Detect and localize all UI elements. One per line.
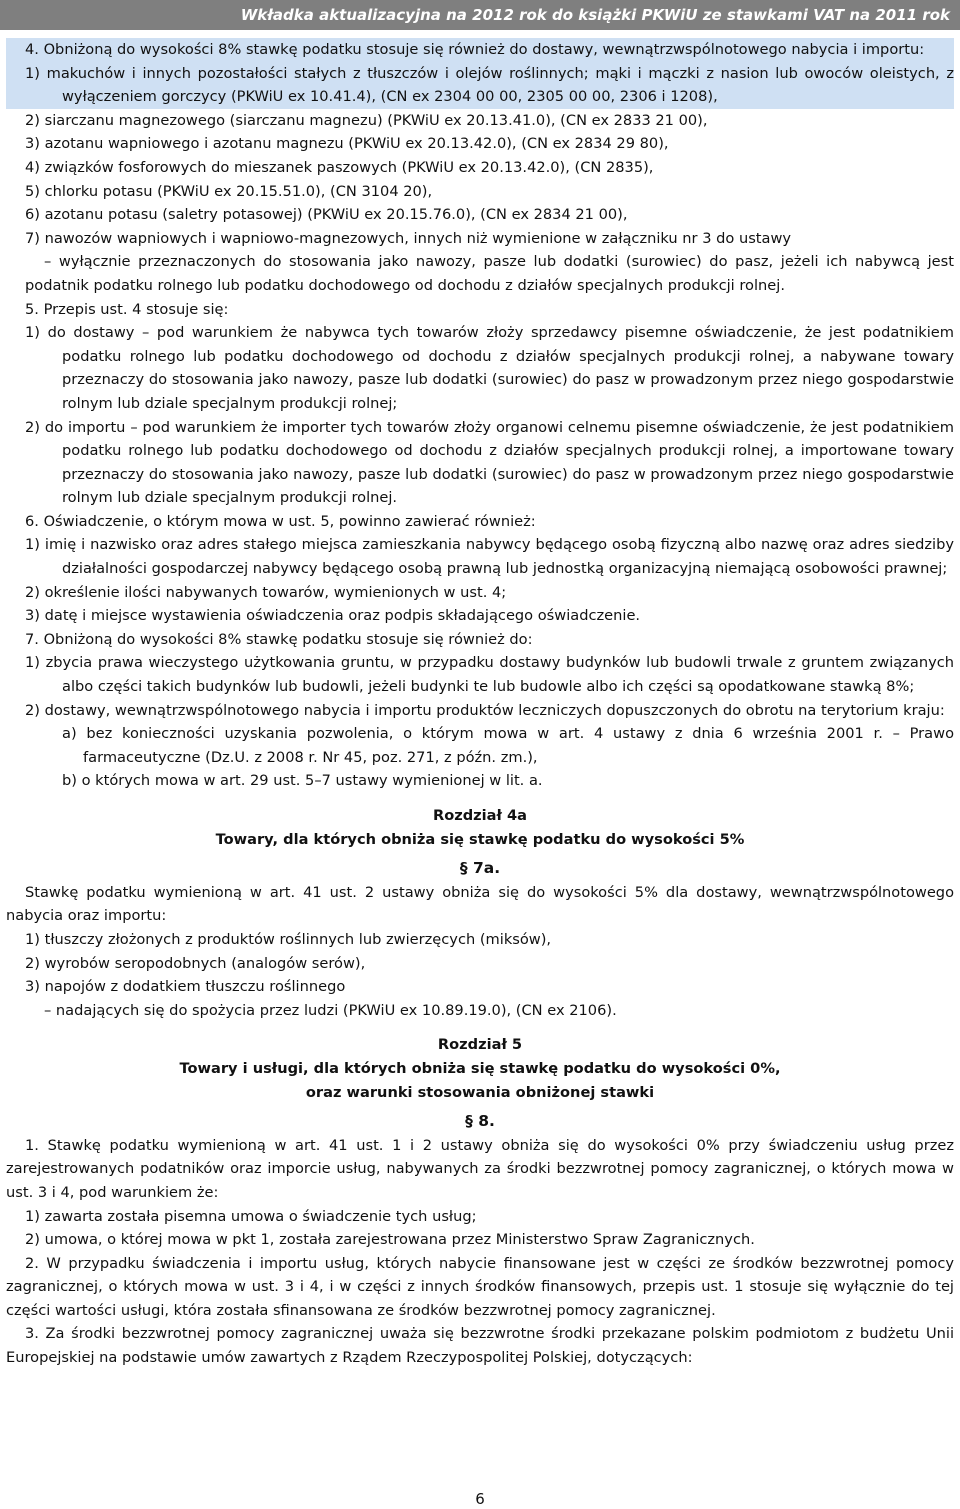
section-8-paragraph-3: 3. Za środki bezzwrotnej pomocy zagranicznej uważa się bezzwrotne środki przekazane polskim podmiotom z budżetu Unii Europejskiej na podstawie umów zawartych z Rządem Rzeczypospolitej Polskiej, dotyczących: — [6, 1325, 954, 1367]
chapter-4a-title: Towary, dla których obniża się stawkę podatku do wysokości 5% — [215, 830, 745, 848]
list-item: 1) tłuszczy złożonych z produktów roślinnych lub zwierzęcych (miksów), — [25, 930, 552, 948]
page-content — [6, 38, 954, 1370]
list-item: 3) napojów z dodatkiem tłuszczu roślinnego — [25, 978, 346, 996]
page-number: 6 — [475, 1490, 485, 1508]
paragraph-4: 4. Obniżoną do wysokości 8% stawkę podatku stosuje się również do dostawy, wewnątrzwspólnotowego nabycia i importu: — [25, 41, 925, 58]
list-item: 2) siarczanu magnezowego (siarczanu magnezu) (PKWiU ex 20.13.41.0), (CN ex 2833 21 00), — [25, 111, 708, 129]
list-item: 2) wyrobów seropodobnych (analogów serów), — [25, 954, 366, 972]
list-item: 3) datę i miejsce wystawienia oświadczenia oraz podpis składającego oświadczenie. — [25, 607, 641, 625]
list-item: 1) do dostawy – pod warunkiem że nabywca tych towarów złoży sprzedawcy pisemne oświadczenie, że jest podatnikiem podatku rolnego lub podatku dochodowego od dochodu z działów specjalnych produkcji rolnej, a nabywane towary przeznaczy do stosowania jako nawozy, pasze lub dodatki (surowiec) do pasz w prowadzonym przez niego gospodarstwie rolnym lub dziale specjalnym produkcji rolnej; — [25, 324, 954, 412]
list-item: 3) azotanu wapniowego i azotanu magnezu (PKWiU ex 20.13.42.0), (CN ex 2834 29 80), — [25, 135, 669, 153]
highlighted-block — [6, 38, 954, 109]
list-item: 1) makuchów i innych pozostałości stałych z tłuszczów i olejów roślinnych; mąki i mączki z nasion lub owoców oleistych, z wyłączeniem gorczycy (PKWiU ex 10.41.4), (CN ex 2304 00 00, 2305 00 00, 2306 i 1208), — [25, 64, 954, 106]
closing-clause: – nadających się do spożycia przez ludzi (PKWiU ex 10.89.19.0), (CN ex 2106). — [44, 1001, 617, 1019]
list-item: 4) związków fosforowych do mieszanek paszowych (PKWiU ex 20.13.42.0), (CN 2835), — [25, 158, 654, 176]
header-title: Wkładka aktualizacyjna na 2012 rok do książki PKWiU ze stawkami VAT na 2011 rok — [240, 6, 950, 24]
section-7a-intro: Stawkę podatku wymienioną w art. 41 ust. 2 ustawy obniża się do wysokości 5% dla dostawy, wewnątrzwspólnotowego nabycia oraz importu: — [6, 883, 954, 925]
chapter-5-title-line-2: oraz warunki stosowania obniżonej stawki — [305, 1083, 655, 1101]
running-header — [0, 0, 960, 30]
paragraph-5: 5. Przepis ust. 4 stosuje się: — [25, 300, 229, 318]
chapter-5-title-line-1: Towary i usługi, dla których obniża się stawkę podatku do wysokości 0%, — [179, 1059, 781, 1077]
list-item: 6) azotanu potasu (saletry potasowej) (PKWiU ex 20.15.76.0), (CN ex 2834 21 00), — [25, 206, 628, 224]
page-footer — [0, 1489, 960, 1509]
section-8-paragraph-2: 2. W przypadku świadczenia i importu usług, których nabycie finansowane jest w części ze środków bezzwrotnej pomocy zagranicznej, o których mowa w ust. 3 i 4, i w części z innych środków finansowych, przepis ust. 1 stosuje się wyłącznie do tej części wartości usługi, która została sfinansowana ze środków bezzwrotnej pomocy zagranicznej. — [6, 1254, 954, 1319]
paragraph-7: 7. Obniżoną do wysokości 8% stawkę podatku stosuje się również do: — [25, 630, 533, 648]
list-item: 7) nawozów wapniowych i wapniowo-magnezowych, innych niż wymienione w załączniku nr 3 do ustawy — [25, 229, 792, 247]
list-item: 2) dostawy, wewnątrzwspólnotowego nabycia i importu produktów leczniczych dopuszczonych do obrotu na terytorium kraju: — [25, 701, 945, 719]
closing-clause: – wyłącznie przeznaczonych do stosowania jako nawozy, pasze lub dodatki (surowiec) do pasz, jeżeli ich nabywcą jest podatnik podatku rolnego lub podatku dochodowego od dochodu z działów specjalnych produkcji rolnej. — [25, 253, 954, 294]
section-8-heading: § 8. — [465, 1112, 495, 1131]
section-7a-heading: § 7a. — [459, 859, 501, 878]
chapter-5-label: Rozdział 5 — [437, 1036, 523, 1054]
list-item: 1) zawarta została pisemna umowa o świadczenie tych usług; — [25, 1207, 477, 1225]
list-item: 2) określenie ilości nabywanych towarów, wymienionych w ust. 4; — [25, 583, 507, 601]
sub-list-item: b) o których mowa w art. 29 ust. 5–7 ustawy wymienionej w lit. a. — [62, 772, 543, 790]
list-item: 1) imię i nazwisko oraz adres stałego miejsca zamieszkania nabywcy będącego osobą fizyczną albo nazwę oraz adres siedziby działalności gospodarczej nabywcy będącego osobą prawną lub jednostką organizacyjną niemającą osobowości prawnej; — [25, 536, 954, 578]
section-8-paragraph-1: 1. Stawkę podatku wymienioną w art. 41 ust. 1 i 2 ustawy obniża się do wysokości 0% przy świadczeniu usług przez zarejestrowanych podatników oraz imporcie usług, nabywanych za środki bezzwrotnej pomocy zagranicznej, o których mowa w ust. 3 i 4, pod warunkiem że: — [6, 1136, 954, 1201]
list-item: 5) chlorku potasu (PKWiU ex 20.15.51.0), (CN 3104 20), — [25, 182, 433, 200]
chapter-4a-label: Rozdział 4a — [432, 807, 528, 824]
list-item: 1) zbycia prawa wieczystego użytkowania gruntu, w przypadku dostawy budynków lub budowli trwale z gruntem związanych albo części takich budynków lub budowli, jeżeli budynki te lub budowle albo ich części są opodatkowane stawką 8%; — [25, 654, 954, 696]
sub-list-item: a) bez konieczności uzyskania pozwolenia, o którym mowa w art. 4 ustawy z dnia 6 września 2001 r. – Prawo farmaceutyczne (Dz.U. z 2008 r. Nr 45, poz. 271, z późn. zm.), — [62, 725, 954, 766]
list-item: 2) do importu – pod warunkiem że importer tych towarów złoży organowi celnemu pisemne oświadczenie, że jest podatnikiem podatku rolnego lub podatku dochodowego od dochodu z działów specjalnych produkcji rolnej, a importowane towary przeznaczy do stosowania jako nawozy, pasze lub dodatki (surowiec) do pasz w prowadzonym przez niego gospodarstwie rolnym lub dziale specjalnym produkcji rolnej. — [25, 418, 954, 507]
paragraph-6: 6. Oświadczenie, o którym mowa w ust. 5, powinno zawierać również: — [25, 512, 536, 530]
list-item: 2) umowa, o której mowa w pkt 1, została zarejestrowana przez Ministerstwo Spraw Zagranicznych. — [25, 1231, 755, 1249]
